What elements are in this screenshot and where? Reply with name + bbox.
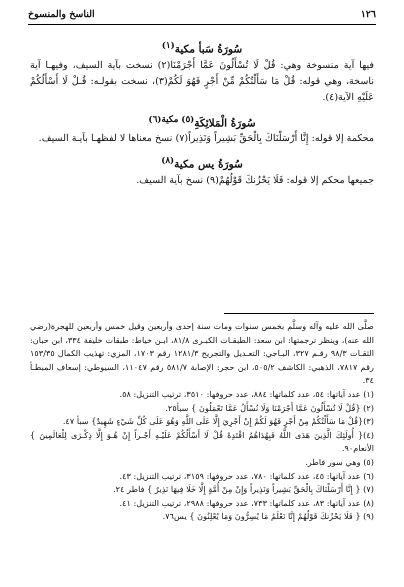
footnote: (٣){قُلْ مَا سَأَلْتُكُمْ مِنْ أَجْرٍ فَهُوَ لَكُمْ إِنْ أَجْرِيَ إِلَّا عَلَى اللَّهِ وَهُوَ عَلَى كُلِّ شَيْءٍ شَهِيدٌ} سبأ ٤٧. — [62, 416, 374, 427]
main-text — [30, 38, 374, 189]
header-rule — [28, 24, 376, 25]
footnote: صلَّى الله عليه وآله وسلَّم بخمس سنوات ومات سنة إحدى وأربعين وقيل خمس وأربعين للهجرة(رضي الله عنه)، وينظر ترجمتها: ابن سعد: الطبقـات الكبـرى ٨١/٨، ابـن خياط: طبقات خليفة ٣٣٤، ابن حبان: الثقـات ٩٨/٣ رقـم ٣٢٧، البـاجي: التعـديل والتجريح ١٢٨١/٣ رقم ١٧٠٣، المزي: تهذيب الكمال ١٥٣/٣٥ رقم ٧٨١٧، الذهبي: الكاشف ٥٠٥/٢، ابن حجر: الإصابة ٥٨١/٧ رقم ١١٠٤٧، السيوطي: إسعاف المبطـأ ٣٤. — [30, 321, 374, 386]
paragraph: جميعها محكم إلا قوله: فَلَا يَحْزُنكَ قَوْلُهُمْ(٩) نسخ بآية السيف. — [136, 174, 374, 186]
footnote: (٥) وهي سور فاطر. — [305, 456, 374, 467]
paragraph: فيها آية منسوخة وهي: قُلْ لَا تُسْأَلُونَ عَمَّا أَجْرَمْنَا(٢) نسخت بآية السيف، وفيهـا آية ناسخة، وهي قوله: قُلْ مَا سَأَلْتُكُمْ مِّنْ أَجْرٍ فَهُوَ لَكُمْ(٣)، نسخت بقولـه: قُـلْ لَا أَسْأَلُكُمْ عَلَيْهِ الآية(٤). — [30, 59, 375, 103]
page-header — [28, 6, 376, 22]
surah-title-saba: سُورَةُ سَبأ مكية$^{(١)}$ — [161, 41, 243, 56]
footnote: (٤){ أُولَئِكَ الَّذِينَ هَدَى اللَّهُ فَبِهُدَاهُمُ اقْتَدِهْ قُلْ لَا أَسْأَلُكُمْ عَلَيْـهِ أَجْـراً إِنْ هُـوَ إِلَّا ذِكْـرَى لِلْعَالَمِينَ }الأنعام٩٠. — [30, 429, 374, 454]
footnote-separator — [224, 313, 374, 314]
footnote: (٨) عدد آياتها: ٨٣، عدد كلماتها: ٧٣٣، عدد حروفها: ٢٩٨٨، ترتيب التنزيل: ٤١. — [119, 497, 374, 508]
footnotes — [30, 320, 374, 524]
surah-title-yasin: سُورَةُ يس مكية$^{(٨)}$ — [161, 156, 243, 171]
footnote: (٩) { فَلَا يَحْزُنكَ قَوْلُهُمْ إِنَّا نَعْلَمُ مَا يُسِرُّونَ وَمَا يُعْلِنُونَ } يس٧٦. — [162, 511, 374, 522]
footnote: (٦) عدد آياتها: ٤٥، عدد كلماتها: ٧٨٠، عدد حروفها: ٣١٥٩، ترتيب التنزيل: ٤٣. — [119, 470, 374, 481]
footnote: (٢) {قُلْ لَا تُسْأَلُونَ عَمَّا أَجْرَمْنَا وَلَا نُسْأَلُ عَمَّا تَعْمَلُونَ } سبأ٢٥. — [165, 402, 374, 413]
page-number: ١٢٦ — [360, 8, 376, 20]
book-title: الناسخ والمنسوخ — [28, 8, 95, 20]
footnote: (٧) { إِنَّا أَرْسَلْنَاكَ بِالْحَقِّ بَشِيراً وَنَذِيراً وَإِنْ مِنْ أُمَّةٍ إِلَّا خَلَا فِيهَا نَذِيرٌ } فاطر ٢٤. — [113, 484, 374, 495]
paragraph: محكمة إلا قوله: إِنَّا أَرْسَلْنَاكَ بِالْحَقِّ بَشِيراً وَنَذِيراً(٧) نسخ معناها لا لفظهـا بآيـة السيف. — [38, 133, 374, 144]
surah-title-malaika: سُورَةُ الْمَلائِكَةِ$^{(٥) مكية(٦)}$ — [148, 114, 256, 129]
footnote: (١) عدد آياتها: ٥٤، عدد كلماتها: ٨٨٤، عدد حروفها: ٣٥١٠، ترتيب التنزيل: ٥٨. — [119, 388, 374, 399]
